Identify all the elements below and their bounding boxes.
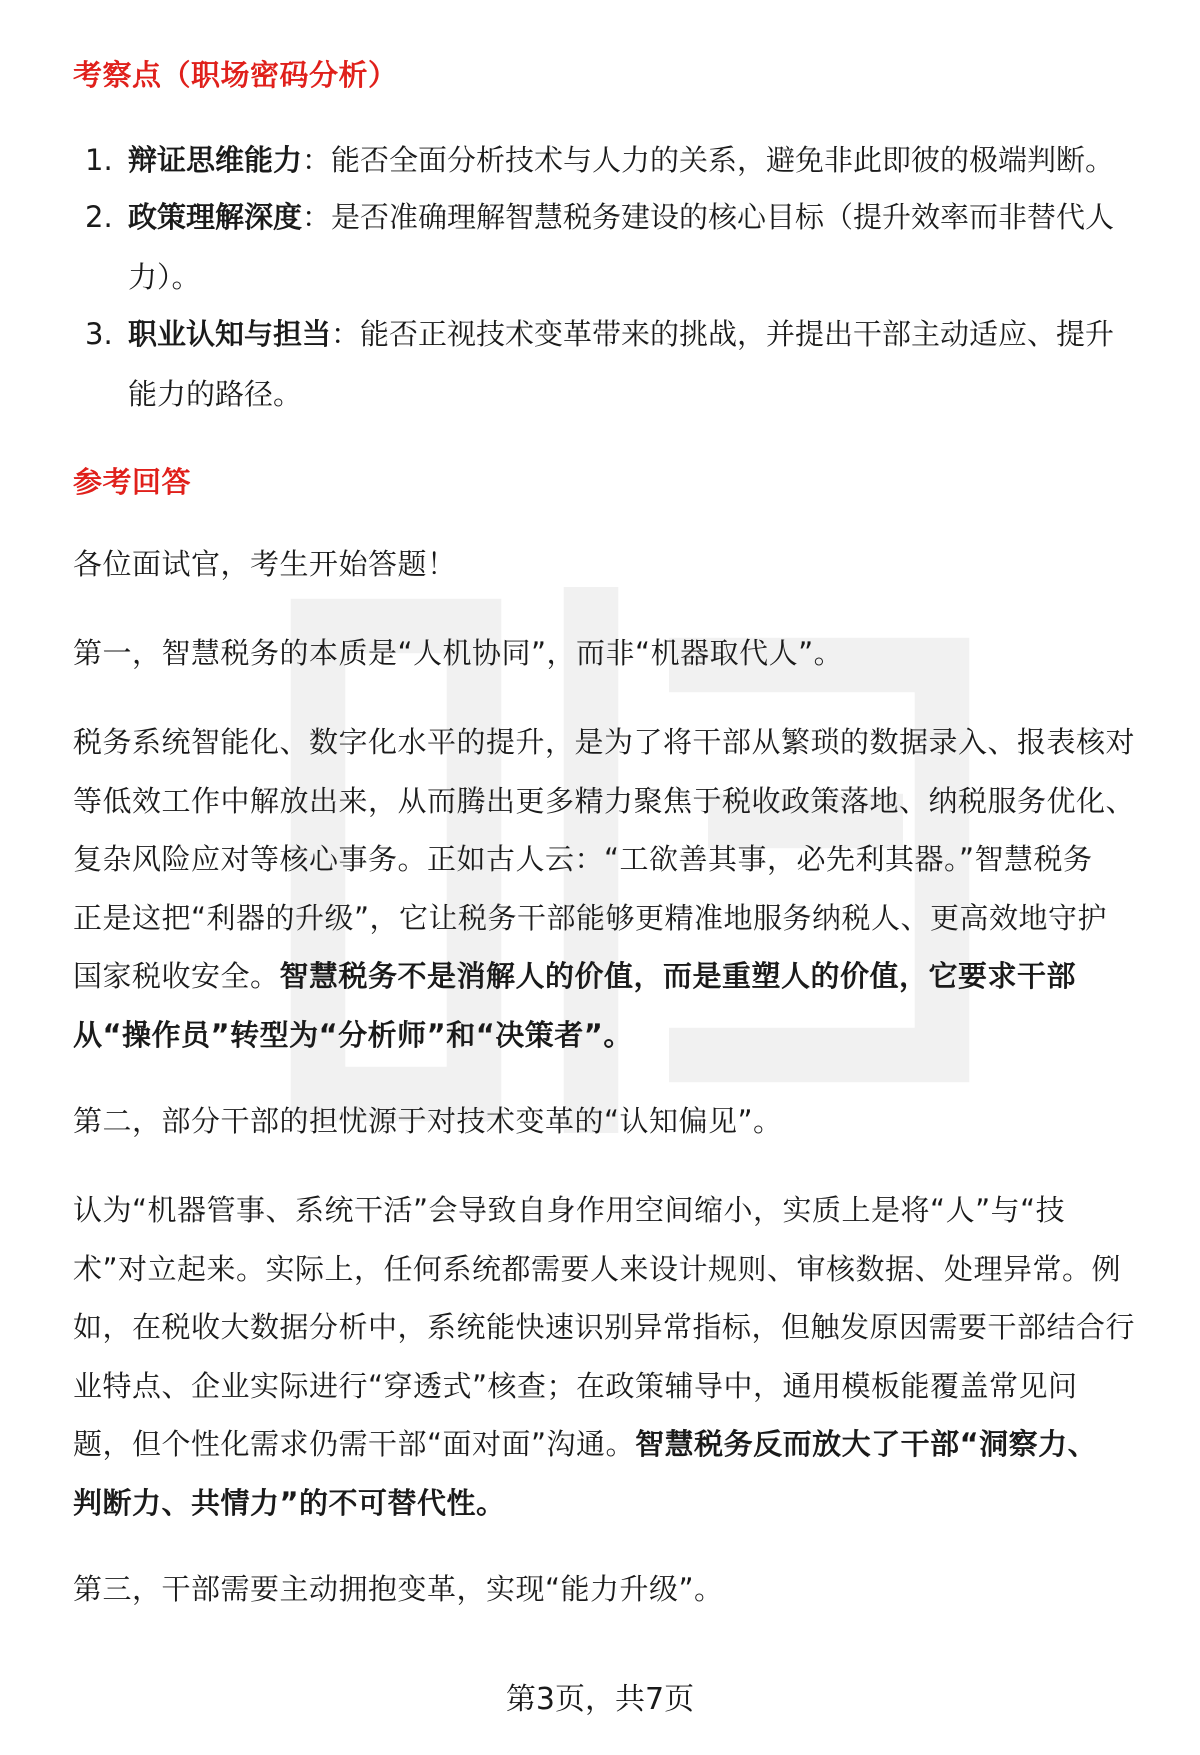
list-item xyxy=(73,130,1153,190)
page-number: 第3页，共7页 xyxy=(505,1682,695,1717)
list-item xyxy=(73,187,1153,307)
point-two-heading: 第二，部分干部的担忧源于对技术变革的“认知偏见”。 xyxy=(73,1104,783,1138)
list-item-title: 政策理解深度 xyxy=(128,200,303,234)
section-heading-answer: 参考回答 xyxy=(73,465,192,499)
greeting-text: 各位面试官，考生开始答题！ xyxy=(73,547,457,581)
list-number: 3. xyxy=(85,317,113,351)
text-line: 认为“机器管事、系统干活”会导致自身作用空间缩小，实质上是将“人”与“技 xyxy=(73,1193,1066,1227)
list-number: 1. xyxy=(85,143,113,177)
text-line: 国家税收安全。 xyxy=(73,959,280,993)
list-number: 2. xyxy=(85,200,113,234)
point-one-heading: 第一，智慧税务的本质是“人机协同”，而非“机器取代人”。 xyxy=(73,636,844,670)
emphasis-text: 判断力、共情力”的不可替代性。 xyxy=(73,1485,506,1520)
point-three-heading: 第三，干部需要主动拥抱变革，实现“能力升级”。 xyxy=(73,1572,724,1606)
text-line: 等低效工作中解放出来，从而腾出更多精力聚焦于税收政策落地、纳税服务优化、 xyxy=(73,783,1136,818)
emphasis-text: 智慧税务不是消解人的价值，而是重塑人的价值，它要求干部 xyxy=(279,959,1077,993)
assessment-list xyxy=(73,130,1153,424)
list-item xyxy=(73,304,1153,424)
emphasis-text: 从“操作员”转型为“分析师”和“决策者”。 xyxy=(73,1017,633,1052)
text-line: 复杂风险应对等核心事务。正如古人云：“工欲善其事，必先利其器。”智慧税务 xyxy=(73,842,1093,876)
text-line: 税务系统智能化、数字化水平的提升，是为了将干部从繁琐的数据录入、报表核对 xyxy=(73,725,1136,759)
text-line: 业特点、企业实际进行“穿透式”核查；在政策辅导中，通用模板能覆盖常见问 xyxy=(73,1368,1078,1403)
list-item-text: ：能否全面分析技术与人力的关系，避免非此即彼的极端判断。 xyxy=(302,143,1115,177)
text-line: 正是这把“利器的升级”，它让税务干部能够更精准地服务纳税人、更高效地守护 xyxy=(73,900,1108,935)
list-item-text: 能力的路径。 xyxy=(128,377,303,411)
section-heading-assessment: 考察点（职场密码分析） xyxy=(73,58,398,92)
paragraph-two xyxy=(73,1181,1143,1532)
text-line: 术”对立起来。实际上，任何系统都需要人来设计规则、审核数据、处理异常。例 xyxy=(73,1251,1122,1286)
paragraph-one xyxy=(73,713,1143,1064)
list-item-text: ：是否准确理解智慧税务建设的核心目标（提升效率而非替代人 xyxy=(302,200,1115,234)
text-line: 如，在税收大数据分析中，系统能快速识别异常指标，但触发原因需要干部结合行 xyxy=(73,1310,1136,1344)
emphasis-text: 智慧税务反而放大了干部“洞察力、 xyxy=(635,1427,1098,1461)
list-item-text: ：能否正视技术变革带来的挑战，并提出干部主动适应、提升 xyxy=(331,317,1115,351)
list-item-text: 力）。 xyxy=(128,260,201,294)
list-item-title: 职业认知与担当 xyxy=(128,317,332,351)
list-item-title: 辩证思维能力 xyxy=(128,143,303,177)
text-line: 题，但个性化需求仍需干部“面对面”沟通。 xyxy=(73,1427,636,1461)
